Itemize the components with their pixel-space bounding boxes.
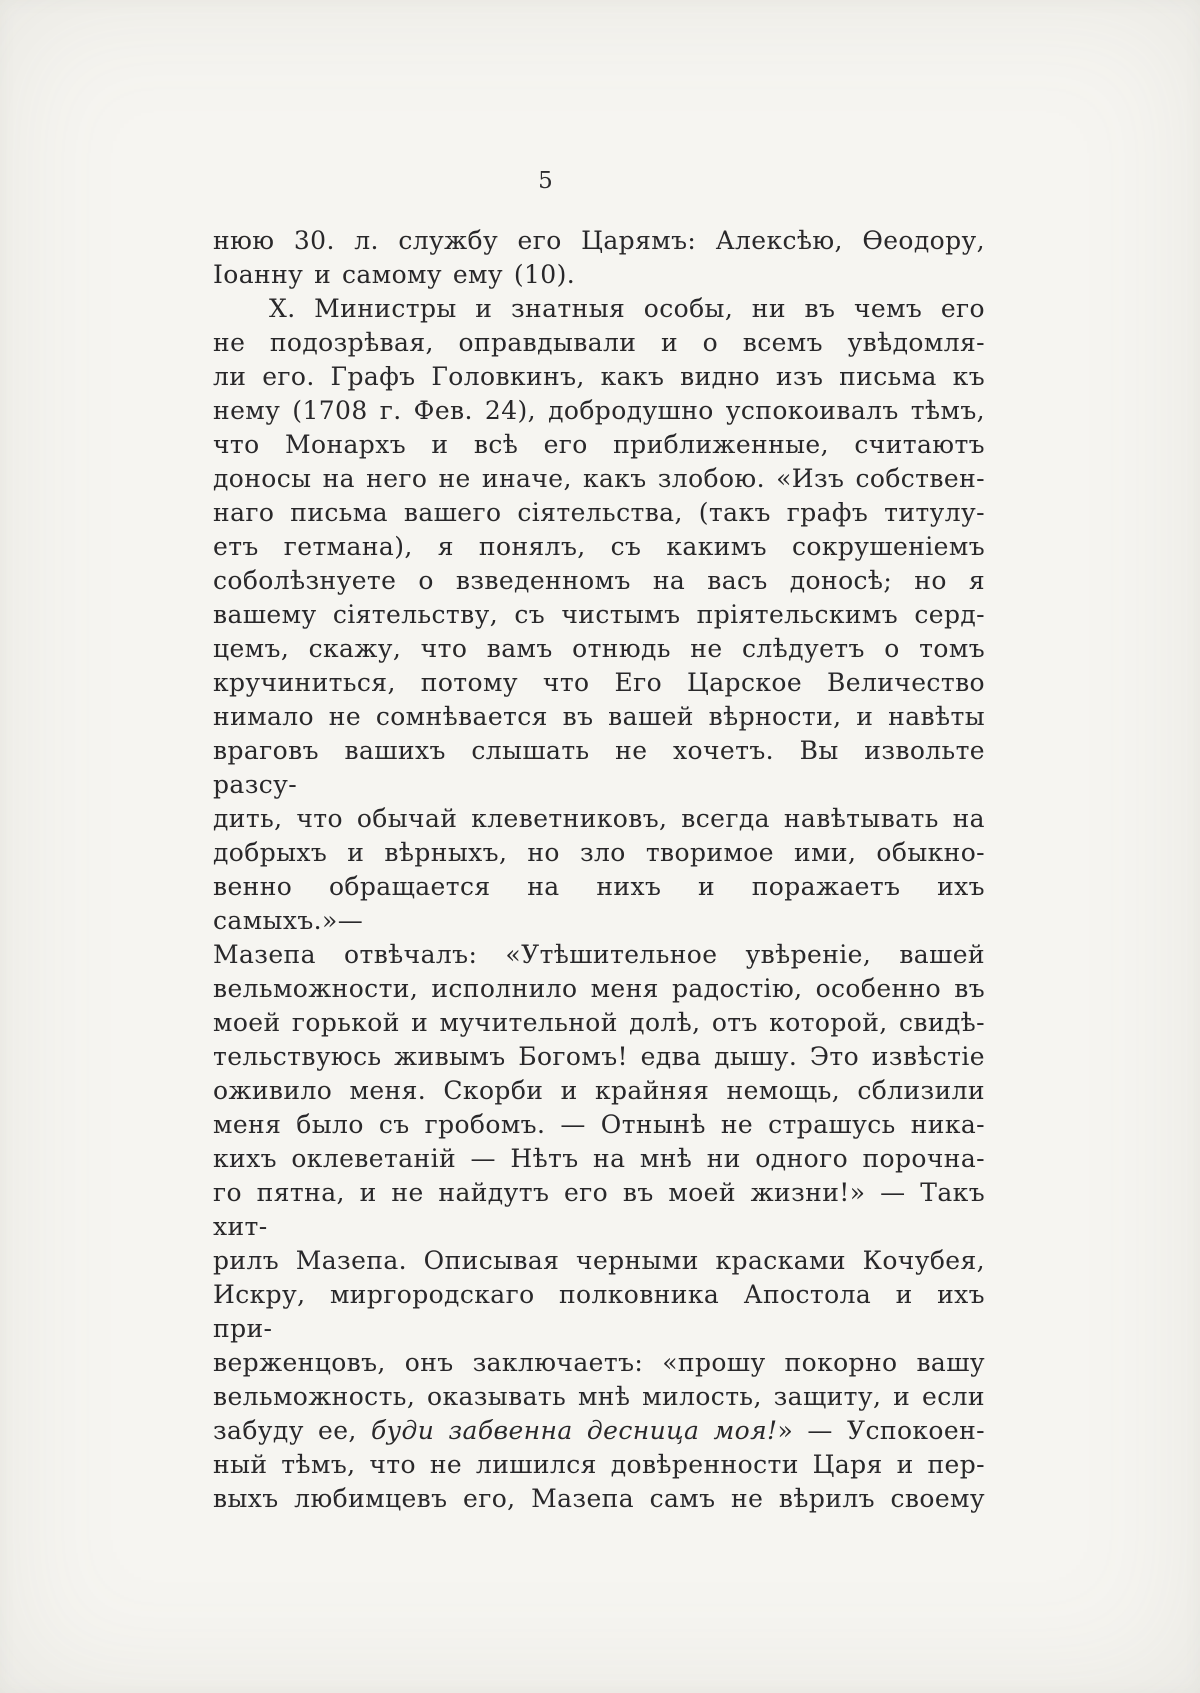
text-line bbox=[213, 1278, 985, 1346]
text-line bbox=[213, 428, 985, 462]
text-line bbox=[213, 1040, 985, 1074]
text-line bbox=[213, 666, 985, 700]
text-line bbox=[213, 632, 985, 666]
text-segment: » — Успокоен- bbox=[777, 1416, 985, 1445]
text-line bbox=[213, 1006, 985, 1040]
text-line bbox=[213, 1482, 985, 1516]
text-line bbox=[213, 802, 985, 836]
text-segment: Искру, миргородскаго полковника Апостола и ихъ при- bbox=[213, 1280, 985, 1343]
text-segment: выхъ любимцевъ его, Мазепа самъ не вѣрилъ своему bbox=[213, 1484, 985, 1513]
text-segment: меня было съ гробомъ. — Отнынѣ не страшусь ника- bbox=[213, 1110, 985, 1139]
page-number: 5 bbox=[538, 168, 554, 194]
text-line bbox=[213, 530, 985, 564]
text-line bbox=[213, 1142, 985, 1176]
text-line bbox=[213, 598, 985, 632]
text-line bbox=[213, 1176, 985, 1244]
text-line bbox=[213, 224, 985, 258]
text-segment: Іоанну и самому ему (10). bbox=[213, 260, 576, 289]
text-segment: кихъ оклеветаній — Нѣтъ на мнѣ ни одного порочна- bbox=[213, 1144, 985, 1173]
text-segment: вельможности, исполнило меня радостію, особенно въ bbox=[213, 974, 985, 1003]
text-segment: не подозрѣвая, оправдывали и о всемъ увѣдомля- bbox=[213, 328, 985, 357]
text-segment: что Монархъ и всѣ его приближенные, считаютъ bbox=[213, 430, 985, 459]
text-segment: цемъ, скажу, что вамъ отнюдь не слѣдуетъ о томъ bbox=[213, 634, 985, 663]
text-line bbox=[213, 258, 985, 292]
text-line bbox=[213, 938, 985, 972]
text-line bbox=[213, 870, 985, 938]
text-line bbox=[213, 734, 985, 802]
text-segment: вашему сіятельству, съ чистымъ пріятельскимъ серд- bbox=[213, 600, 985, 629]
text-segment: кручиниться, потому что Его Царское Величество bbox=[213, 668, 985, 697]
text-segment: тельствуюсь живымъ Богомъ! едва дышу. Это извѣстіе bbox=[213, 1042, 985, 1071]
text-line bbox=[213, 1414, 985, 1448]
text-line bbox=[213, 972, 985, 1006]
text-segment: моей горькой и мучительной долѣ, отъ которой, свидѣ- bbox=[213, 1008, 985, 1037]
text-segment: ли его. Графъ Головкинъ, какъ видно изъ письма къ bbox=[213, 362, 985, 391]
text-segment: добрыхъ и вѣрныхъ, но зло творимое ими, обыкно- bbox=[213, 838, 985, 867]
text-line bbox=[213, 1074, 985, 1108]
text-segment: нему (1708 г. Фев. 24), добродушно успокоивалъ тѣмъ, bbox=[213, 396, 985, 425]
text-segment: забуду ее, bbox=[213, 1416, 371, 1445]
text-segment: ный тѣмъ, что не лишился довѣренности Царя и пер- bbox=[213, 1450, 985, 1479]
text-segment: Мазепа отвѣчалъ: «Утѣшительное увѣреніе, вашей bbox=[213, 940, 985, 969]
text-line bbox=[213, 1108, 985, 1142]
text-line bbox=[213, 700, 985, 734]
text-line bbox=[213, 360, 985, 394]
text-segment-italic: буди забвенна десница моя! bbox=[370, 1416, 778, 1445]
text-segment: соболѣзнуете о взведенномъ на васъ доносѣ; но я bbox=[213, 566, 985, 595]
text-segment: етъ гетмана), я понялъ, съ какимъ сокрушеніемъ bbox=[213, 532, 985, 561]
text-segment: оживило меня. Скорби и крайняя немощь, сблизили bbox=[213, 1076, 985, 1105]
text-line bbox=[213, 394, 985, 428]
text-line bbox=[213, 292, 985, 326]
text-line bbox=[213, 1448, 985, 1482]
text-segment: го пятна, и не найдутъ его въ моей жизни!» — Такъ хит- bbox=[213, 1178, 985, 1241]
text-line bbox=[213, 326, 985, 360]
text-segment: рилъ Мазепа. Описывая черными красками Кочубея, bbox=[213, 1246, 985, 1275]
text-line bbox=[213, 496, 985, 530]
page-text bbox=[213, 224, 985, 1516]
text-segment: дить, что обычай клеветниковъ, всегда навѣтывать на bbox=[213, 804, 985, 833]
text-line bbox=[213, 1380, 985, 1414]
text-line bbox=[213, 836, 985, 870]
text-segment: нимало не сомнѣвается въ вашей вѣрности, и навѣты bbox=[213, 702, 985, 731]
text-segment: нюю 30. л. службу его Царямъ: Алексѣю, Ѳеодору, bbox=[213, 226, 985, 255]
text-segment: вельможность, оказывать мнѣ милость, защиту, и если bbox=[213, 1382, 985, 1411]
text-segment: Х. Министры и знатныя особы, ни въ чемъ его bbox=[269, 294, 985, 323]
text-line bbox=[213, 1346, 985, 1380]
text-line bbox=[213, 462, 985, 496]
text-line bbox=[213, 564, 985, 598]
text-line bbox=[213, 1244, 985, 1278]
text-segment: наго письма вашего сіятельства, (такъ графъ титулу- bbox=[213, 498, 985, 527]
text-segment: враговъ вашихъ слышать не хочетъ. Вы извольте разсу- bbox=[213, 736, 985, 799]
text-segment: доносы на него не иначе, какъ злобою. «Изъ собствен- bbox=[213, 464, 985, 493]
text-segment: венно обращается на нихъ и поражаетъ ихъ самыхъ.»— bbox=[213, 872, 985, 935]
text-segment: верженцовъ, онъ заключаетъ: «прошу покорно вашу bbox=[213, 1348, 985, 1377]
